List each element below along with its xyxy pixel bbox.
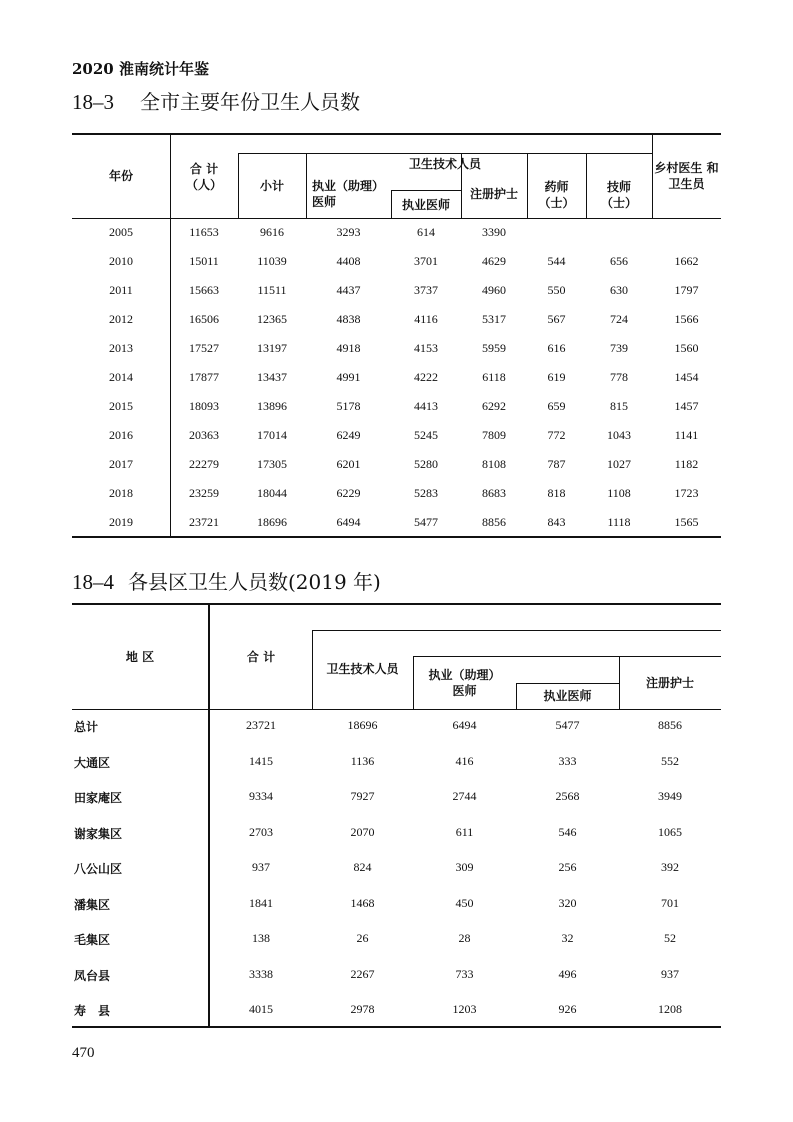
table2-value-cell: 8856 bbox=[658, 718, 682, 732]
table1-header-pharmacist: 药师 （士） bbox=[538, 180, 575, 210]
table1-title bbox=[72, 86, 360, 115]
table1-value-cell: 9616 bbox=[260, 225, 284, 239]
table2-value-cell: 333 bbox=[558, 753, 577, 768]
table1-value-cell: 544 bbox=[547, 254, 566, 268]
table1-value-cell: 23259 bbox=[189, 486, 219, 500]
table2-header-region: 地 区 bbox=[125, 650, 155, 664]
table1-value-cell: 6249 bbox=[336, 428, 361, 442]
table1-sub-rule bbox=[391, 190, 461, 191]
table1-year-cell: 2016 bbox=[109, 428, 133, 442]
table1-value-cell: 5178 bbox=[336, 399, 361, 413]
table2-value-cell: 5477 bbox=[555, 718, 580, 732]
table2-value-cell: 2070 bbox=[350, 824, 375, 839]
table1-value-cell: 6201 bbox=[336, 457, 361, 471]
table1-value-cell: 818 bbox=[547, 486, 566, 500]
table2-header-practicing: 执业（助理） 医师 bbox=[428, 668, 501, 698]
table2-bottom-rule bbox=[72, 1026, 721, 1028]
table2-value-cell: 552 bbox=[661, 753, 679, 768]
table2-value-cell: 2703 bbox=[249, 824, 273, 839]
table1-header-year: 年份 bbox=[108, 169, 133, 183]
table2-region-label: 八公山区 bbox=[74, 862, 123, 876]
table2-value-cell: 138 bbox=[252, 931, 270, 945]
page-number: 470 bbox=[72, 1045, 95, 1061]
table1-value-cell: 630 bbox=[610, 283, 628, 297]
table2-value-cell: 733 bbox=[455, 966, 474, 981]
table1-value-cell: 11511 bbox=[257, 283, 287, 297]
table1-year-cell: 2015 bbox=[109, 399, 133, 413]
table1-value-cell: 23721 bbox=[189, 515, 219, 529]
table1-year-cell: 2018 bbox=[109, 486, 133, 500]
table1-value-cell: 13437 bbox=[257, 370, 287, 384]
table2-value-cell: 3338 bbox=[249, 966, 273, 981]
table1-value-cell: 3293 bbox=[336, 225, 361, 239]
table1-value-cell: 659 bbox=[547, 399, 566, 413]
table2-value-cell: 1065 bbox=[658, 824, 682, 839]
table2-value-cell: 309 bbox=[455, 860, 474, 874]
table2-value-cell: 1415 bbox=[249, 753, 273, 768]
table1-value-cell: 15011 bbox=[189, 254, 219, 268]
table1-value-cell: 778 bbox=[610, 370, 628, 384]
table1-value-cell: 18696 bbox=[257, 515, 287, 529]
table1-header-practicing: 执业（助理） 医师 bbox=[312, 179, 385, 209]
table2-number: 18–4 bbox=[72, 570, 114, 594]
table1-value-cell: 17877 bbox=[189, 370, 219, 384]
table1-header-total: 合 计 （人） bbox=[185, 162, 222, 192]
table2-value-cell: 32 bbox=[561, 931, 574, 945]
table1-value-cell: 1108 bbox=[607, 486, 631, 500]
table2-value-cell: 23721 bbox=[246, 718, 276, 732]
table2-value-cell: 2744 bbox=[452, 789, 477, 803]
table1-header-nurse: 注册护士 bbox=[469, 187, 518, 201]
table1-header-physician: 执业医师 bbox=[401, 198, 450, 212]
table1-value-cell: 15663 bbox=[189, 283, 219, 297]
table1-value-cell: 4960 bbox=[482, 283, 506, 297]
table1-value-cell: 4437 bbox=[336, 283, 361, 297]
table1-year-cell: 2013 bbox=[109, 341, 133, 355]
table1-value-cell: 5245 bbox=[414, 428, 438, 442]
table1-value-cell: 5959 bbox=[482, 341, 506, 355]
table1-value-cell: 4408 bbox=[336, 254, 361, 268]
table2-region-label: 潘集区 bbox=[74, 897, 111, 912]
table1-value-cell: 843 bbox=[547, 515, 566, 529]
table1-value-cell: 11653 bbox=[189, 225, 219, 239]
table2-value-cell: 4015 bbox=[249, 1002, 273, 1016]
table1-year-cell: 2014 bbox=[109, 370, 133, 384]
table1-value-cell: 815 bbox=[610, 399, 628, 413]
table2-value-cell: 2267 bbox=[350, 966, 375, 981]
table2-title bbox=[72, 566, 381, 595]
table1-value-cell: 567 bbox=[547, 312, 566, 326]
table1-value-cell: 22279 bbox=[189, 457, 219, 471]
table2-value-cell: 546 bbox=[558, 824, 577, 839]
table1-value-cell: 1454 bbox=[674, 370, 699, 384]
table1-value-cell: 1560 bbox=[674, 341, 699, 355]
table2-value-cell: 1208 bbox=[658, 1002, 682, 1016]
table2-value-cell: 824 bbox=[353, 860, 372, 874]
table1-value-cell: 4153 bbox=[414, 341, 438, 355]
table1-value-cell: 17527 bbox=[189, 341, 219, 355]
table2-value-cell: 7927 bbox=[350, 789, 375, 803]
table2-value-cell: 28 bbox=[458, 931, 471, 945]
table1-value-cell: 6229 bbox=[336, 486, 361, 500]
table2-region-label: 寿 县 bbox=[74, 1004, 111, 1018]
table1-value-cell: 772 bbox=[547, 428, 566, 442]
table2-region-label: 凤台县 bbox=[74, 968, 111, 983]
table1-vrule-year bbox=[170, 134, 171, 537]
table2-value-cell: 701 bbox=[661, 895, 679, 910]
table1-value-cell: 20363 bbox=[189, 428, 219, 442]
table2-header-nurse: 注册护士 bbox=[645, 676, 694, 690]
table2-header-total: 合 计 bbox=[246, 650, 276, 664]
table1-value-cell: 1662 bbox=[674, 254, 699, 268]
table1-value-cell: 7809 bbox=[482, 428, 506, 442]
table2-value-cell: 1203 bbox=[452, 1002, 477, 1016]
table2-title-text: 各县区卫生人员数(2019 年) bbox=[128, 570, 381, 594]
table1-value-cell: 787 bbox=[547, 457, 566, 471]
table1-value-cell: 17014 bbox=[257, 428, 287, 442]
table1-header-technician: 技师 （士） bbox=[600, 180, 637, 210]
table1-year-cell: 2012 bbox=[109, 312, 133, 326]
table1-value-cell: 18093 bbox=[189, 399, 219, 413]
table1-value-cell: 17305 bbox=[257, 457, 287, 471]
table2-practicing-rule bbox=[413, 656, 721, 657]
table1-group-rule bbox=[238, 153, 653, 154]
table1-value-cell: 12365 bbox=[257, 312, 287, 326]
yearbook-header: 2020 淮南统计年鉴 bbox=[72, 60, 209, 78]
table1-year-cell: 2005 bbox=[109, 225, 133, 239]
table2-value-cell: 1136 bbox=[350, 753, 375, 768]
table1-value-cell: 1723 bbox=[674, 486, 699, 500]
table1-value-cell: 4222 bbox=[414, 370, 438, 384]
table1-title-text: 全市主要年份卫生人员数 bbox=[140, 90, 360, 114]
table1-value-cell: 6292 bbox=[482, 399, 506, 413]
table1-value-cell: 8683 bbox=[482, 486, 506, 500]
table1-value-cell: 3390 bbox=[482, 225, 506, 239]
table1-value-cell: 1027 bbox=[607, 457, 631, 471]
table1-value-cell: 8856 bbox=[482, 515, 506, 529]
table2-header-physician: 执业医师 bbox=[543, 689, 592, 703]
table2-value-cell: 496 bbox=[558, 966, 577, 981]
table1-value-cell: 6494 bbox=[336, 515, 361, 529]
table2-value-cell: 320 bbox=[558, 895, 577, 910]
table1-value-cell: 3737 bbox=[414, 283, 438, 297]
table2-value-cell: 926 bbox=[558, 1002, 577, 1016]
table2-value-cell: 392 bbox=[661, 860, 679, 874]
table1-value-cell: 4413 bbox=[414, 399, 438, 413]
table2-value-cell: 2978 bbox=[350, 1002, 375, 1016]
table1-value-cell: 1566 bbox=[674, 312, 699, 326]
table1-year-cell: 2017 bbox=[109, 457, 133, 471]
table2-region-label: 田家庵区 bbox=[74, 791, 123, 805]
table1-value-cell: 1141 bbox=[674, 428, 699, 442]
table2-physician-rule bbox=[516, 683, 619, 684]
table2-value-cell: 416 bbox=[455, 753, 474, 768]
table2-region-label: 大通区 bbox=[74, 755, 111, 770]
table1-header-village: 乡村医生 和 卫生员 bbox=[654, 161, 719, 191]
table1-value-cell: 5317 bbox=[482, 312, 506, 326]
table1-value-cell: 4629 bbox=[482, 254, 506, 268]
table2-region-label: 总计 bbox=[74, 720, 99, 734]
table1-value-cell: 5477 bbox=[414, 515, 438, 529]
table1-value-cell: 13197 bbox=[257, 341, 287, 355]
table1-value-cell: 6118 bbox=[482, 370, 506, 384]
table1-value-cell: 724 bbox=[610, 312, 628, 326]
table1-value-cell: 11039 bbox=[257, 254, 287, 268]
table2-header-tech: 卫生技术人员 bbox=[326, 662, 399, 676]
table1-value-cell: 619 bbox=[547, 370, 566, 384]
table2-value-cell: 52 bbox=[664, 931, 676, 945]
table1-year-cell: 2011 bbox=[109, 283, 133, 297]
table1-year-cell: 2019 bbox=[109, 515, 133, 529]
table2-value-cell: 450 bbox=[455, 895, 474, 910]
table1-value-cell: 4838 bbox=[336, 312, 361, 326]
table2-value-cell: 256 bbox=[558, 860, 577, 874]
table1-value-cell: 1043 bbox=[607, 428, 631, 442]
table2-value-cell: 937 bbox=[661, 966, 679, 981]
table1-value-cell: 550 bbox=[547, 283, 566, 297]
table1-value-cell: 3701 bbox=[414, 254, 438, 268]
table2-value-cell: 3949 bbox=[658, 789, 682, 803]
table1-value-cell: 16506 bbox=[189, 312, 219, 326]
table2-value-cell: 26 bbox=[356, 931, 369, 945]
table1-value-cell: 4991 bbox=[336, 370, 361, 384]
table1-value-cell: 1182 bbox=[674, 457, 699, 471]
table2-vrule-region bbox=[208, 604, 210, 1027]
table1-value-cell: 614 bbox=[417, 225, 435, 239]
table1-value-cell: 1118 bbox=[607, 515, 631, 529]
table1-value-cell: 656 bbox=[610, 254, 628, 268]
table2-header-rule bbox=[72, 709, 721, 710]
table1-value-cell: 4116 bbox=[414, 312, 438, 326]
table1-value-cell: 5283 bbox=[414, 486, 438, 500]
table2-top-rule bbox=[72, 603, 721, 605]
table1-header-tech-group: 卫生技术人员 bbox=[408, 157, 481, 171]
table2-value-cell: 1841 bbox=[249, 895, 273, 910]
table2-value-cell: 1468 bbox=[350, 895, 375, 910]
table2-region-label: 毛集区 bbox=[74, 933, 111, 947]
table1-header-subtotal: 小计 bbox=[259, 179, 284, 193]
table2-region-label: 谢家集区 bbox=[74, 826, 123, 841]
table1-value-cell: 8108 bbox=[482, 457, 506, 471]
table1-year-cell: 2010 bbox=[109, 254, 133, 268]
table1-value-cell: 1565 bbox=[674, 515, 699, 529]
table1-value-cell: 739 bbox=[610, 341, 628, 355]
table2-value-cell: 6494 bbox=[452, 718, 477, 732]
table2-value-cell: 611 bbox=[455, 824, 474, 839]
table2-tech-rule bbox=[312, 630, 721, 631]
table1-value-cell: 4918 bbox=[336, 341, 361, 355]
table1-value-cell: 13896 bbox=[257, 399, 287, 413]
table2-value-cell: 2568 bbox=[555, 789, 580, 803]
table1-value-cell: 5280 bbox=[414, 457, 438, 471]
table1-number: 18–3 bbox=[72, 90, 114, 114]
table2-value-cell: 937 bbox=[252, 860, 270, 874]
table1-value-cell: 18044 bbox=[257, 486, 287, 500]
table2-value-cell: 9334 bbox=[249, 789, 273, 803]
table1-value-cell: 1457 bbox=[674, 399, 699, 413]
table1-value-cell: 616 bbox=[547, 341, 566, 355]
table2-value-cell: 18696 bbox=[347, 718, 378, 732]
table1-value-cell: 1797 bbox=[674, 283, 699, 297]
